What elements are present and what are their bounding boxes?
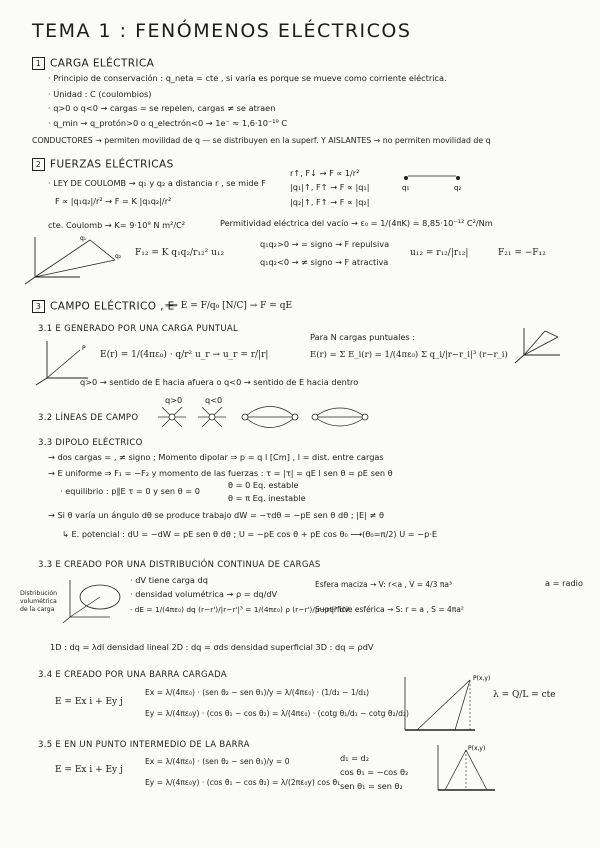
s33-distribution-label: Distribución volumétrica de la carga	[20, 590, 58, 613]
s2-force-formula: F ∝ |q₁q₂|/r² → F = K |q₁q₂|/r²	[55, 196, 172, 206]
s32-positive-label: q>0	[165, 395, 183, 405]
s33-unstable: θ = π Eq. inestable	[228, 493, 306, 503]
s33-stable: θ = 0 Eq. estable	[228, 480, 299, 490]
s2-unit-vector: u₁₂ = r₁₂/|r₁₂|	[410, 248, 469, 258]
s35-ey: Ey = λ/(4πε₀y) · (cos θ₁ − cos θ₂) = λ/(2πε₀y) cos θ₁	[145, 778, 341, 787]
s31-direction: q>0 → sentido de E hacia afuera o q<0 → sentido de E hacia dentro	[80, 377, 359, 387]
s34-ey: Ey = λ/(4πε₀y) · (cos θ₁ − cos θ₂) = λ/(4πε₀) · (cotg θ₁/d₁ − cotg θ₂/d₂)	[145, 709, 409, 718]
s33-solid-sphere: Esfera maciza → V: r<a , V = 4/3 πa³	[315, 580, 452, 589]
s31-n-charges-label: Para N cargas puntuales :	[310, 332, 416, 342]
s2-coulomb-law: · LEY DE COULOMB → q₁ y q₂ a distancia r , se mide F	[48, 178, 266, 188]
s33-work: → Si θ varía un ángulo dθ se produce trabajo dW = −τdθ = −pE sen θ dθ ; |E| ≠ θ	[48, 510, 384, 520]
section-2-heading	[32, 158, 174, 171]
s33-potential: ↳ E. potencial : dU = −dW = pE sen θ dθ ; U = −pE cos θ + pE cos θ₀ ⟶(θ₀=π/2) U = −p·E	[62, 529, 438, 539]
svg-text:P(x,y): P(x,y)	[468, 745, 486, 752]
s33-radius: a = radio	[545, 578, 583, 588]
midpoint-bar-diagram	[430, 740, 500, 800]
s31-heading: 3.1 E GENERADO POR UNA CARGA PUNTUAL	[38, 324, 239, 334]
s1-line-5: CONDUCTORES → permiten movilidad de q — se distribuyen en la superf. Y AISLANTES → no permiten movilidad de q	[32, 136, 491, 145]
s33-de-formula: · dE = 1/(4πε₀) dq (r−r')/|r−r'|³ = 1/(4πε₀) ρ (r−r')/|r−r'|³ dV	[130, 605, 350, 614]
s33-continuous-heading: 3.3 E CREADO POR UNA DISTRIBUCIÓN CONTINUA DE CARGAS	[38, 560, 321, 570]
section-1-title: CARGA ELÉCTRICA	[50, 57, 155, 70]
svg-text:P(x,y): P(x,y)	[473, 675, 491, 682]
s33-uniform-field: → E uniforme ⇒ F₁ = −F₂ y momento de las fuerzas : τ = |τ| = qE l sen θ = pE sen θ	[48, 468, 393, 478]
s34-ex: Ex = λ/(4πε₀) · (sen θ₂ − sen θ₁)/y = λ/(4πε₀) · (1/d₂ − 1/d₁)	[145, 688, 370, 697]
s2-case-3: |q₂|↑, F↑ → F ∝ |q₂|	[290, 197, 370, 207]
s32-heading: 3.2 LÍNEAS DE CAMPO	[38, 413, 139, 423]
n-charges-diagram	[510, 323, 575, 368]
s35-cos-relation: cos θ₁ = −cos θ₂	[340, 767, 409, 777]
s31-superposition: E(r) = Σ E_i(r) = 1/(4πε₀) Σ q_i/|r−r_i|³ (r−r_i)	[310, 350, 508, 360]
s35-equal-distances: d₁ = d₂	[340, 753, 370, 763]
charges-distance-icon	[400, 168, 470, 192]
section-3-number: 3	[32, 300, 45, 313]
field-lines-diagrams	[150, 403, 380, 431]
s35-heading: 3.5 E EN UN PUNTO INTERMEDIO DE LA BARRA	[38, 740, 250, 750]
s33-dv-charge: · dV tiene carga dq	[130, 575, 208, 585]
s1-line-3: · q>0 o q<0 → cargas = se repelen, cargas ≠ se atraen	[48, 103, 276, 113]
s1-line-4: · q_min → q_protón>0 o q_electrón<0 → 1e⁻ ≈ 1,6·10⁻¹⁹ C	[48, 118, 288, 128]
s33-vol-density: · densidad volumétrica → ρ = dq/dV	[130, 589, 278, 599]
s34-linear-density: λ = Q/L = cte	[493, 690, 556, 700]
s2-case-1: r↑, F↓ → F ∝ 1/r²	[290, 168, 360, 178]
svg-text:q₁: q₁	[80, 235, 87, 242]
page-title: TEMA 1 : FENÓMENOS ELÉCTRICOS	[32, 20, 412, 42]
s34-heading: 3.4 E CREADO POR UNA BARRA CARGADA	[38, 670, 227, 680]
s1-line-2: · Unidad : C (coulombios)	[48, 89, 152, 99]
s35-field-components: E = Ex i + Ey j	[55, 765, 123, 775]
s2-repulsive: q₁q₂>0 → = signo → F repulsiva	[260, 239, 390, 249]
svg-text:P: P	[82, 345, 86, 352]
svg-text:q₂: q₂	[454, 184, 462, 192]
s34-field-components: E = Ex i + Ey j	[55, 697, 123, 707]
s2-action-reaction: F₂₁ = −F₁₂	[498, 248, 546, 258]
s35-sin-relation: sen θ₁ = sen θ₂	[340, 781, 403, 791]
s2-permittivity: Permitividad eléctrica del vacío → ε₀ = 1/(4πK) = 8,85·10⁻¹² C²/Nm	[220, 218, 493, 228]
s2-attractive: q₁q₂<0 → ≠ signo → F atractiva	[260, 257, 389, 267]
section-2-title: FUERZAS ELÉCTRICAS	[50, 158, 174, 171]
s35-ex: Ex = λ/(4πε₀) · (sen θ₂ − sen θ₁)/y = 0	[145, 757, 290, 766]
s33-dipole-heading: 3.3 DIPOLO ELÉCTRICO	[38, 438, 143, 448]
charged-bar-diagram	[395, 672, 491, 737]
section-1-heading	[32, 57, 154, 70]
s33-dipole-moment: → dos cargas = , ≠ signo ; Momento dipolar ⇒ p = q l [Cm] , l = dist. entre cargas	[48, 452, 384, 462]
s33-equilibrium: · equilibrio : p∥E τ = 0 y sen θ = 0	[60, 486, 200, 496]
section-1-number: 1	[32, 57, 45, 70]
section-3-title: CAMPO ELÉCTRICO , E	[50, 300, 175, 313]
s32-negative-label: q<0	[205, 395, 223, 405]
svg-text:q₂: q₂	[115, 253, 122, 260]
section-2-number: 2	[32, 158, 45, 171]
force-vectors-diagram	[20, 232, 125, 287]
s3-field-definition: ⟹ E = F/q₀ [N/C] → F = qE	[165, 301, 293, 311]
volume-distribution-diagram	[60, 575, 130, 625]
s1-line-1: · Principio de conservación : q_neta = cte , si varía es porque se mueve como corriente eléctrica.	[48, 73, 447, 83]
s33-spherical-surface: Superficie esférica → S: r = a , S = 4πa²	[315, 605, 464, 614]
section-3-heading	[32, 300, 175, 313]
s33-densities: 1D : dq = λdl densidad lineal 2D : dq = σds densidad superficial 3D : dq = ρdV	[50, 642, 374, 652]
s31-point-field: E(r) = 1/(4πε₀) · q/r² u_r → u_r = r/|r|	[100, 350, 269, 360]
svg-text:q₁: q₁	[402, 184, 410, 192]
s2-vector-force: F₁₂ = K q₁q₂/r₁₂² u₁₂	[135, 248, 225, 258]
s2-case-2: |q₁|↑, F↑ → F ∝ |q₁|	[290, 182, 370, 192]
s2-coulomb-constant: cte. Coulomb → K= 9·10⁹ N m²/C²	[48, 220, 186, 230]
